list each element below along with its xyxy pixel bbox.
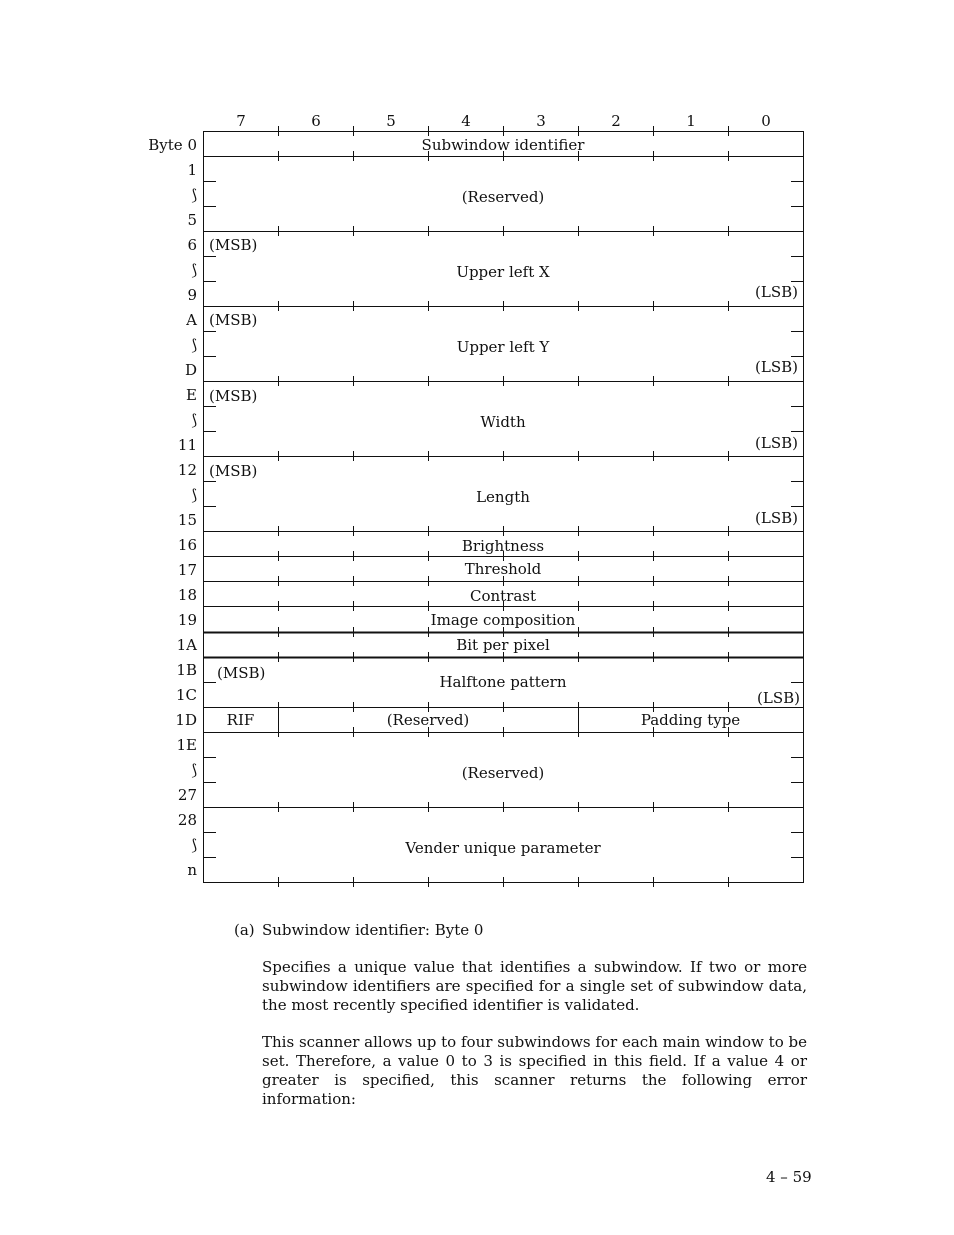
byte-label: n (187, 861, 197, 879)
bit-header-1: 1 (686, 112, 696, 130)
field-rif: RIF (226, 711, 255, 729)
lsb-label: (LSB) (755, 358, 798, 376)
field-reserved-1d: (Reserved) (386, 711, 470, 729)
bit-header-4: 4 (461, 112, 471, 130)
range-tilde-icon: ⟆ (191, 186, 197, 204)
byte-label: 1C (175, 686, 197, 704)
bit-header-6: 6 (311, 112, 321, 130)
byte-label: 1E (176, 736, 197, 754)
range-tilde-icon: ⟆ (191, 761, 197, 779)
field-reserved: (Reserved) (461, 764, 545, 782)
field-bit-per-pixel: Bit per pixel (456, 636, 550, 654)
field-image-composition: Image composition (430, 611, 576, 629)
msb-label: (MSB) (209, 236, 258, 254)
byte-label: 1B (176, 661, 197, 679)
section-marker: (a) (234, 921, 255, 939)
byte-label: 19 (177, 611, 197, 629)
byte-label: Byte 0 (148, 136, 197, 154)
field-contrast: Contrast (469, 587, 537, 605)
byte-label: 1 (187, 161, 197, 179)
bit-header-2: 2 (611, 112, 621, 130)
field-length: Length (476, 488, 530, 506)
bit-header-7: 7 (236, 112, 246, 130)
byte-label: 17 (177, 561, 197, 579)
lsb-label: (LSB) (755, 509, 798, 527)
byte-label: 16 (177, 536, 197, 554)
field-vender-unique-parameter: Vender unique parameter (405, 839, 601, 857)
body-paragraph: This scanner allows up to four subwindows for each main window to be set. Therefore, a value 0 to 3 is specified in this field. If a value 4 or greater is specified, this scanner returns the following error information: (262, 1033, 807, 1108)
byte-label: 9 (187, 286, 197, 304)
section-heading: Subwindow identifier: Byte 0 (262, 921, 484, 939)
field-brightness: Brightness (461, 537, 545, 555)
field-reserved: (Reserved) (461, 188, 545, 206)
byte-label: 1D (175, 711, 197, 729)
field-upper-left-y: Upper left Y (456, 338, 550, 356)
range-tilde-icon: ⟆ (191, 411, 197, 429)
byte-label: A (186, 311, 197, 329)
msb-label: (MSB) (217, 664, 266, 682)
byte-label: 5 (187, 211, 197, 229)
range-tilde-icon: ⟆ (191, 486, 197, 504)
lsb-label: (LSB) (755, 283, 798, 301)
byte-label: 1A (176, 636, 197, 654)
byte-label: 27 (177, 786, 197, 804)
byte-label: E (186, 386, 197, 404)
bit-header-0: 0 (761, 112, 771, 130)
msb-label: (MSB) (209, 311, 258, 329)
range-tilde-icon: ⟆ (191, 336, 197, 354)
byte-label: 18 (177, 586, 197, 604)
field-width: Width (480, 413, 526, 431)
bit-header-3: 3 (536, 112, 546, 130)
field-subwindow-identifier: Subwindow identifier (421, 136, 585, 154)
byte-label: D (184, 361, 197, 379)
page-number: 4 – 59 (766, 1168, 812, 1186)
byte-label: 12 (177, 461, 197, 479)
lsb-label: (LSB) (755, 434, 798, 452)
byte-label: 15 (177, 511, 197, 529)
field-padding-type: Padding type (640, 711, 741, 729)
body-paragraph: Specifies a unique value that identifies a subwindow. If two or more subwindow identifiers are specified for a single set of subwindow data, the most recently specified identifier is validated. (262, 958, 807, 1014)
field-upper-left-x: Upper left X (456, 263, 550, 281)
range-tilde-icon: ⟆ (191, 261, 197, 279)
byte-label: 28 (177, 811, 197, 829)
bit-header-5: 5 (386, 112, 396, 130)
byte-label: 11 (177, 436, 197, 454)
msb-label: (MSB) (209, 387, 258, 405)
byte-label: 6 (187, 236, 197, 254)
range-tilde-icon: ⟆ (191, 836, 197, 854)
field-halftone-pattern: Halftone pattern (439, 673, 567, 691)
field-threshold: Threshold (464, 560, 542, 578)
lsb-label: (LSB) (757, 689, 800, 707)
msb-label: (MSB) (209, 462, 258, 480)
